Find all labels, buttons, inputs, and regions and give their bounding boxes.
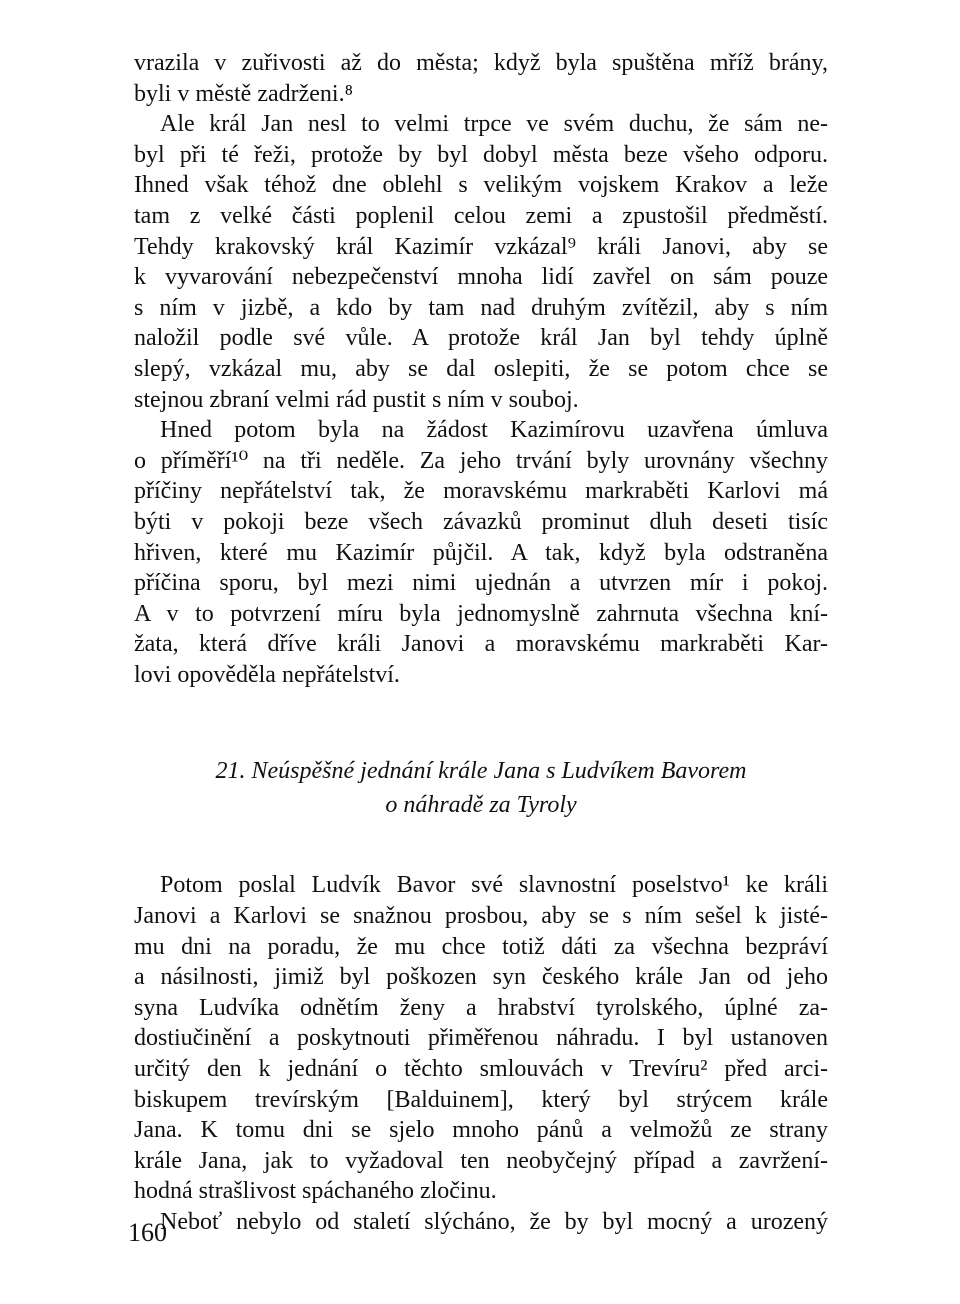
text-line: Tehdy krakovský král Kazimír vzkázal⁹ králi Janovi, aby se	[134, 233, 828, 260]
text-line: naložil podle své vůle. A protože král Jan byl tehdy úplně	[134, 325, 828, 352]
text-line: biskupem trevírským [Balduinem], který byl strýcem krále	[134, 1086, 828, 1113]
text-line: lovi opověděla nepřátelství.	[134, 661, 400, 688]
text-line: dostiučinění a poskytnouti přiměřenou náhradu. I byl ustanoven	[134, 1025, 828, 1052]
text-line: a násilnosti, jimiž byl poškozen syn českého krále Jan od jeho	[134, 964, 828, 991]
text-line: hodná strašlivost spáchaného zločinu.	[134, 1178, 497, 1205]
text-line: krále Jana, jak to vyžadoval ten neobyčejný případ a zavržení-	[134, 1147, 828, 1174]
text-line: tam z velké části poplenil celou zemi a zpustošil předměstí.	[134, 202, 828, 229]
text-line: žata, která dříve králi Janovi a moravskému markraběti Kar-	[134, 631, 828, 658]
text-section-2	[134, 870, 828, 1237]
text-line: s ním v jizbě, a kdo by tam nad druhým zvítězil, aby s ním	[134, 294, 828, 321]
text-line: určitý den k jednání o těchto smlouvách v Trevíru² před arci-	[134, 1056, 828, 1083]
text-line: stejnou zbraní velmi rád pustit s ním v souboj.	[134, 386, 579, 413]
text-line: příčina sporu, byl mezi nimi ujednán a utvrzen mír i pokoj.	[134, 570, 828, 597]
text-section-1	[134, 48, 828, 690]
text-line: Ale král Jan nesl to velmi trpce ve svém duchu, že sám ne-	[160, 111, 828, 138]
chapter-heading-line-2: o náhradě za Tyroly	[385, 792, 577, 819]
text-line: Potom poslal Ludvík Bavor své slavnostní poselstvo¹ ke králi	[160, 872, 828, 899]
text-line: A v to potvrzení míru byla jednomyslně zahrnuta všechna kní-	[134, 600, 828, 627]
book-page	[134, 48, 828, 1238]
text-line: k vyvarování nebezpečenství mnoha lidí zavřel on sám pouze	[134, 264, 828, 291]
text-line: slepý, vzkázal mu, aby se dal oslepiti, že se potom chce se	[134, 355, 828, 382]
text-line: Neboť nebylo od staletí slýcháno, že by byl mocný a urozený	[160, 1209, 828, 1235]
page-number: 160	[128, 1218, 167, 1247]
text-line: býti v pokoji beze všech závazků prominut dluh deseti tisíc	[134, 508, 828, 535]
text-line: syna Ludvíka odnětím ženy a hrabství tyrolského, úplné za-	[134, 994, 828, 1021]
text-line: vrazila v zuřivosti až do města; když byla spuštěna mříž brány,	[134, 50, 828, 76]
text-line: Ihned však téhož dne oblehl s velikým vojskem Krakov a leže	[134, 172, 828, 199]
text-line: byl při té řeži, protože by byl dobyl města beze všeho odporu.	[134, 141, 828, 168]
chapter-heading	[134, 754, 828, 822]
text-line: Janovi a Karlovi se snažnou prosbou, aby se s ním sešel k jisté-	[134, 903, 828, 930]
text-line: o příměří¹⁰ na tři neděle. Za jeho trvání byly urovnány všechny	[134, 447, 828, 474]
text-line: Hned potom byla na žádost Kazimírovu uzavřena úmluva	[160, 417, 828, 444]
text-line: hřiven, které mu Kazimír půjčil. A tak, když byla odstraněna	[134, 539, 828, 566]
text-line: byli v městě zadrženi.⁸	[134, 80, 353, 107]
text-line: Jana. K tomu dni se sjelo mnoho pánů a velmožů ze strany	[134, 1117, 828, 1144]
chapter-heading-line-1: 21. Neúspěšné jednání krále Jana s Ludvíkem Bavorem	[215, 758, 747, 785]
text-line: mu dni na poradu, že mu chce totiž dáti za všechna bezpráví	[134, 933, 828, 960]
text-line: příčiny nepřátelství tak, že moravskému markraběti Karlovi má	[134, 478, 828, 505]
